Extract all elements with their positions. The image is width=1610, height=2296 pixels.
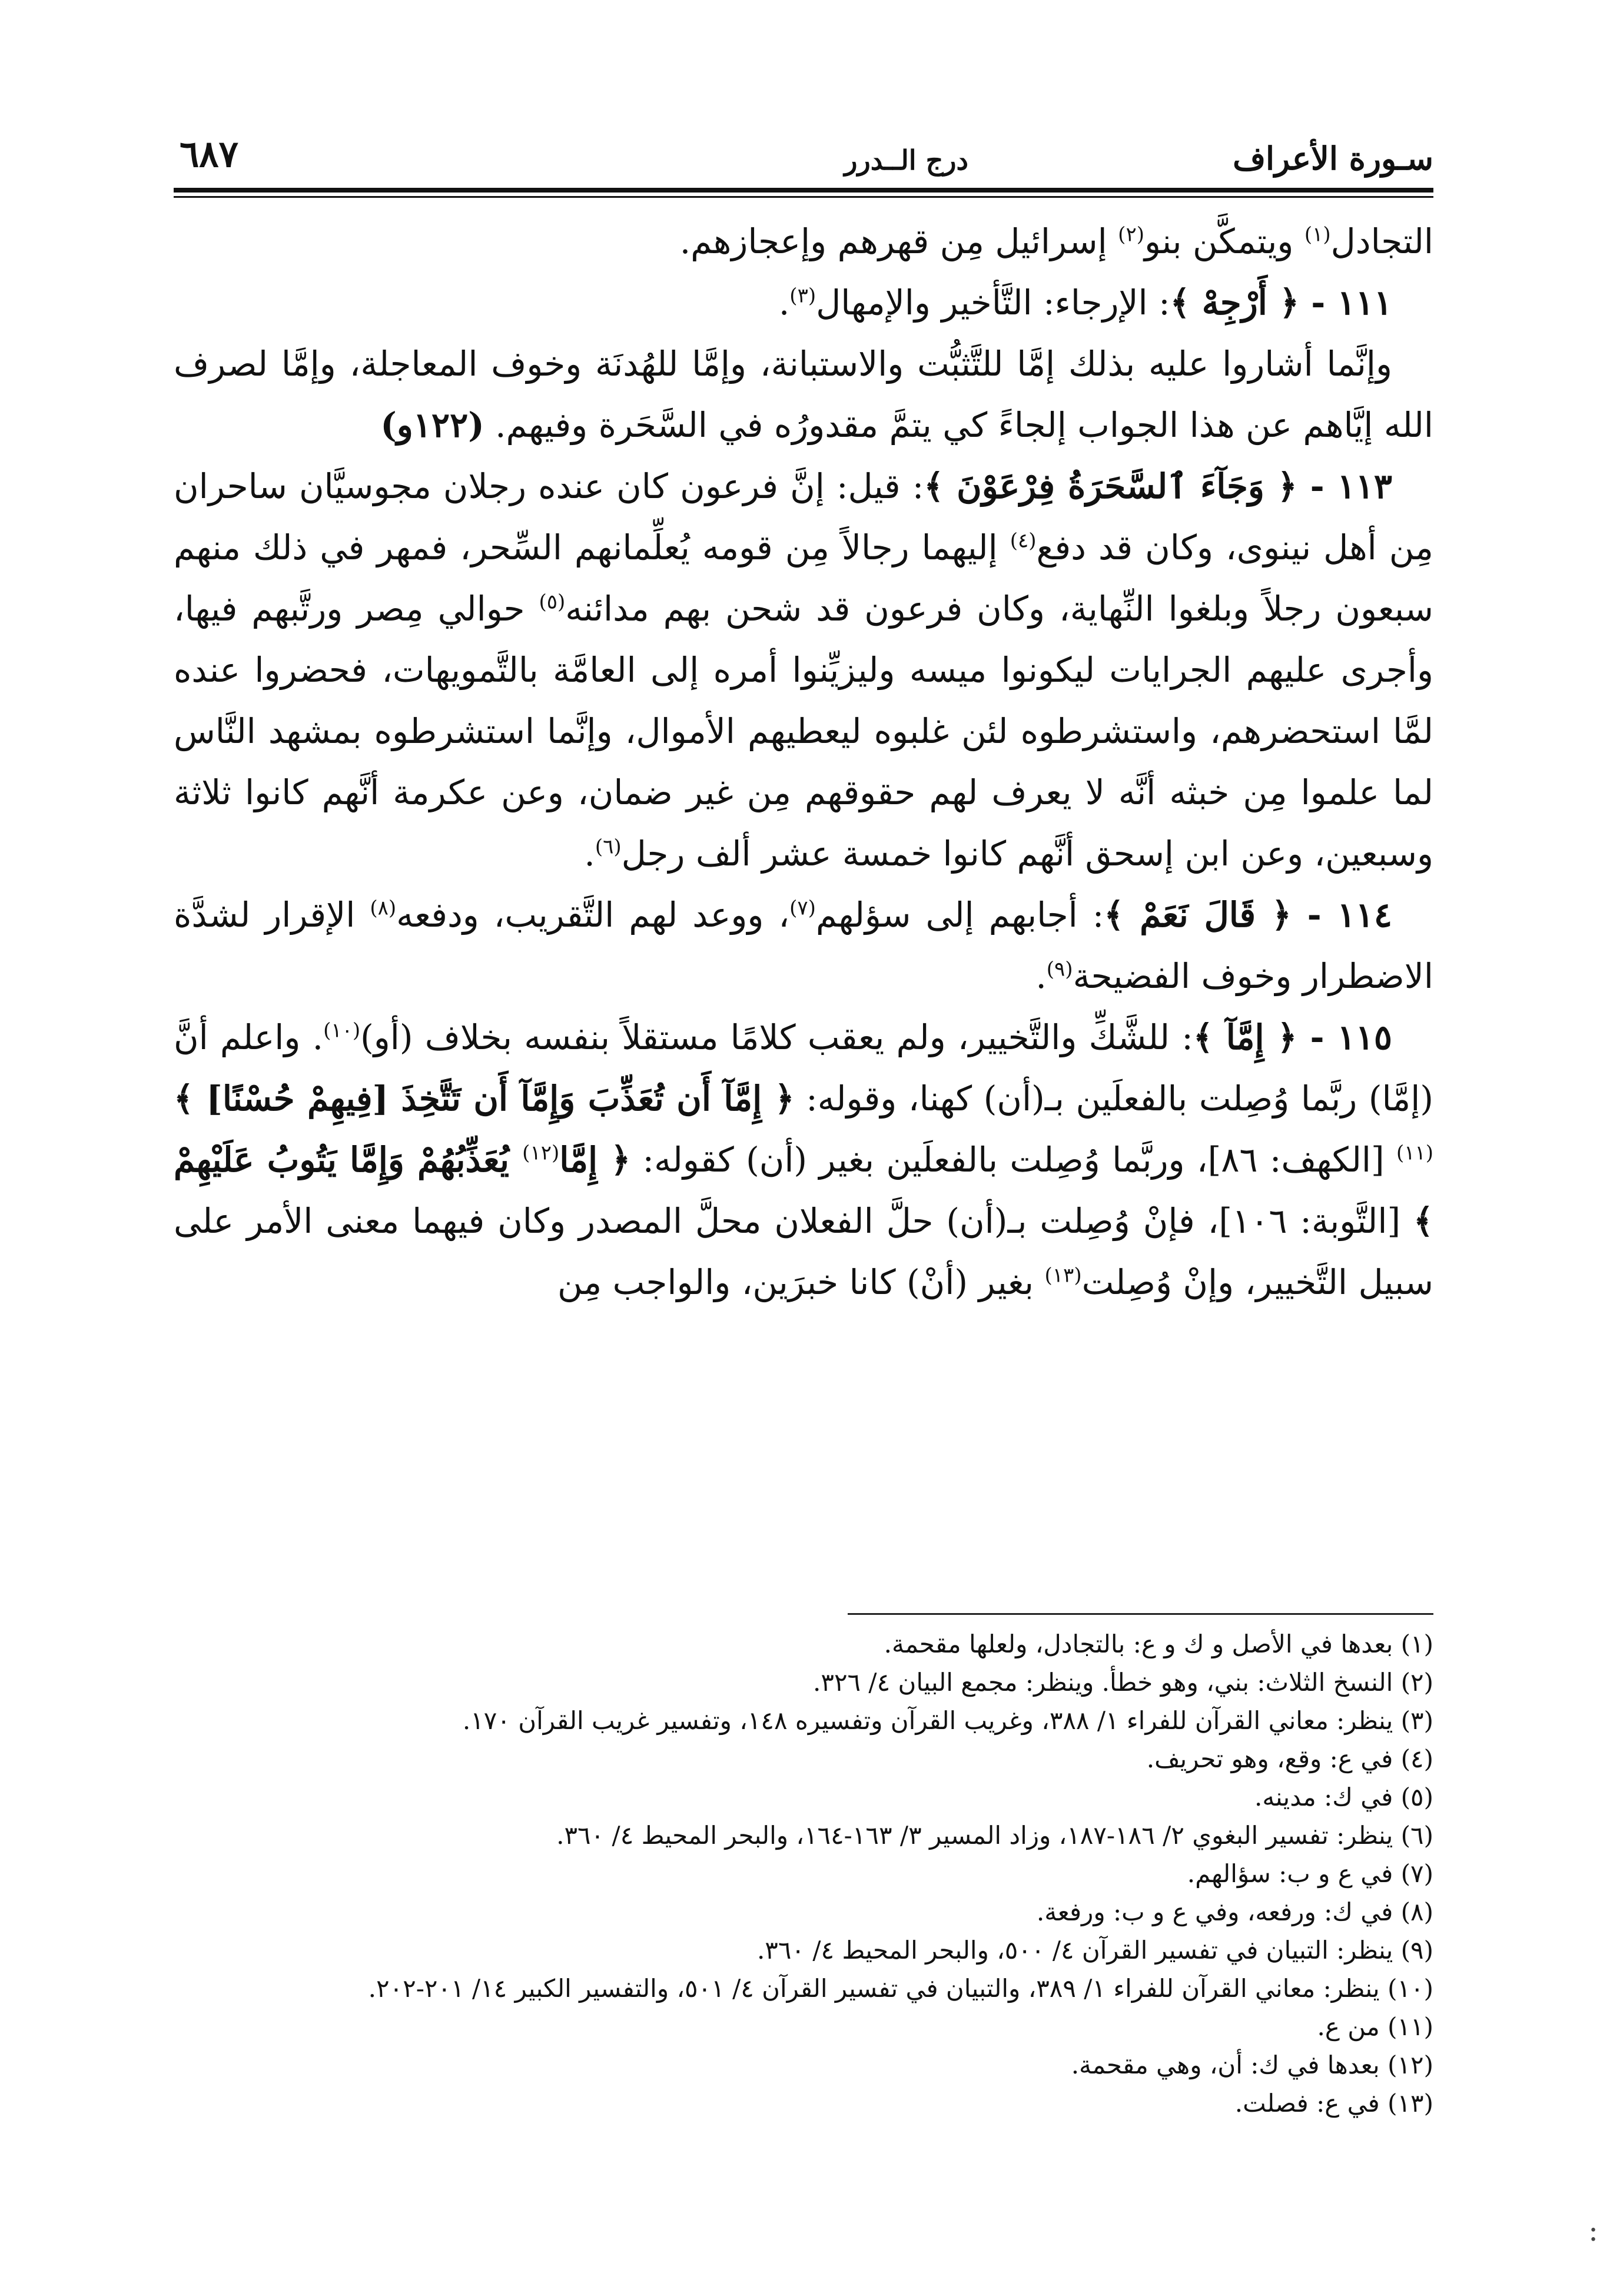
footnote-4: (٤) في ع: وقع، وهو تحريف. — [1146, 1744, 1433, 1773]
footnote-ref[interactable]: (٧) — [789, 896, 816, 920]
quran-quote: ﴿ إِمَّا — [559, 1140, 631, 1180]
text-span: الإقرار لشدَّة الاضطرار وخوف الفضيحة — [174, 895, 1433, 996]
text-span: . — [1035, 956, 1047, 996]
text-span: . واعلم أنَّ (إمَّا) ربَّما وُصِلت بالفعلَين بـ(أن) كهنا، وقوله: — [174, 1017, 1433, 1119]
text-span: ويتمكَّن بنو — [1144, 221, 1304, 261]
paragraph-1 — [174, 211, 1433, 272]
header-rule-thin — [174, 196, 1433, 198]
running-header — [174, 132, 1433, 185]
quran-quote: ﴿ قَالَ نَعَمْ ﴾ — [1104, 895, 1292, 935]
scan-margin-mark: : — [1588, 2214, 1598, 2248]
footnote-12: (١٢) بعدها في ك: أن، وهي مقحمة. — [1071, 2051, 1433, 2079]
quran-quote: يُعَذِّبُهُمْ وَإِمَّا يَتُوبُ عَلَيْهِمْ ﴾ — [174, 1140, 1434, 1241]
quran-quote: ﴿ إِمَّآ ﴾ — [1193, 1017, 1297, 1057]
ayah-number: ١١٥ - — [1297, 1017, 1392, 1057]
text-span: : قيل: إنَّ فرعون كان عنده رجلان مجوسيَّان ساحران مِن أهل نينوى، وكان قد دفع — [174, 466, 1433, 568]
main-text — [174, 211, 1433, 1313]
footnote-ref[interactable]: (٢) — [1118, 223, 1144, 247]
footnote-ref[interactable]: (٥) — [539, 590, 566, 614]
footnote-7: (٧) في ع و ب: سؤالهم. — [1187, 1859, 1433, 1888]
text-span: : الإرجاء: التَّأخير والإمهال — [816, 283, 1170, 323]
footnote-6: (٦) ينظر: تفسير البغوي ٢/ ١٨٦-١٨٧، وزاد المسير ٣/ ١٦٣-١٦٤، والبحر المحيط ٤/ ٣٦٠. — [556, 1821, 1433, 1850]
text-span: التجادل — [1330, 221, 1433, 261]
ayah-number: ١١٣ - — [1297, 466, 1392, 506]
text-span: بغير (أنْ) كانا خبرَين، والواجب مِن — [557, 1262, 1045, 1302]
footnote-ref[interactable]: (١١) — [1396, 1141, 1434, 1165]
book-title: درج الــدرر — [844, 144, 968, 176]
text-span: . — [584, 834, 595, 874]
text-span: إسرائيل مِن قهرهم وإعجازهم. — [679, 221, 1118, 261]
footnotes — [174, 1625, 1433, 2122]
footnote-ref[interactable]: (١٠) — [323, 1018, 361, 1043]
text-span: : للشَّكِّ والتَّخيير، ولم يعقب كلامًا مستقلاً بنفسه بخلاف (أو) — [360, 1017, 1193, 1057]
paragraph-ayah-113 — [174, 456, 1433, 884]
text-span: إليهما رجالاً مِن قومه يُعلِّمانهم السِّحر، فمهر في ذلك منهم سبعون رجلاً وبلغوا النِّهاية، وكان فرعون قد شحن بهم مدائنه — [174, 527, 1433, 629]
paragraph-ayah-114 — [174, 884, 1433, 1007]
footnote-2: (٢) النسخ الثلاث: بني، وهو خطأ. وينظر: مجمع البيان ٤/ ٣٢٦. — [813, 1668, 1433, 1697]
footnote-ref[interactable]: (٨) — [370, 896, 397, 920]
manuscript-folio-tag: (١٢٢و) — [380, 405, 484, 445]
quran-quote: ﴿ إِمَّآ أَن تُعَذِّبَ وَإِمَّآ أَن تَتَّخِذَ [فِيهِمْ حُسْنًا] ﴾ — [174, 1079, 795, 1119]
page — [174, 132, 1434, 2118]
text-span: [الكهف: ٨٦]، وربَّما وُصِلت بالفعلَين بغير (أن) كقوله: — [630, 1140, 1396, 1180]
ayah-number: ١١١ - — [1299, 283, 1392, 323]
surah-title: سـورة الأعراف — [1233, 140, 1433, 177]
footnote-3: (٣) ينظر: معاني القرآن للفراء ١/ ٣٨٨، وغريب القرآن وتفسيره ١٤٨، وتفسير غريب القرآن ١٧٠. — [462, 1706, 1433, 1735]
footnote-13: (١٣) في ع: فصلت. — [1234, 2089, 1433, 2118]
footnote-9: (٩) ينظر: التبيان في تفسير القرآن ٤/ ٥٠٠، والبحر المحيط ٤/ ٣٦٠. — [756, 1936, 1433, 1965]
footnote-ref[interactable]: (١٢) — [522, 1141, 560, 1165]
header-rule-thick — [174, 188, 1433, 193]
paragraph-ayah-115 — [174, 1007, 1433, 1313]
footnote-separator — [848, 1613, 1433, 1615]
page-number: ٦٨٧ — [180, 132, 238, 175]
text-span: ، ووعد لهم التَّقريب، ودفعه — [396, 895, 790, 935]
quran-quote: ﴿ وَجَآءَ ٱلسَّحَرَةُ فِرْعَوْنَ ﴾ — [924, 466, 1297, 506]
footnote-ref[interactable]: (١) — [1304, 223, 1331, 247]
footnote-5: (٥) في ك: مدينه. — [1254, 1783, 1433, 1811]
footnote-ref[interactable]: (٦) — [595, 835, 622, 859]
footnote-10: (١٠) ينظر: معاني القرآن للفراء ١/ ٣٨٩، والتبيان في تفسير القرآن ٤/ ٥٠١، والتفسير الكبير ١٤/ ٢٠١-٢٠٢. — [368, 1974, 1433, 2003]
text-span: [التَّوبة: ١٠٦]، فإنْ وُصِلت بـ(أن) حلَّ الفعلان محلَّ المصدر وكان فيهما معنى الأمر على سبيل التَّخيير، وإنْ وُصِلت — [174, 1201, 1433, 1302]
footnote-11: (١١) من ع. — [1317, 2012, 1433, 2041]
paragraph-3 — [174, 333, 1433, 456]
footnote-ref[interactable]: (٣) — [789, 284, 816, 308]
footnote-ref[interactable]: (٤) — [1010, 529, 1037, 553]
footnote-8: (٨) في ك: ورفعه، وفي ع و ب: ورفعة. — [1036, 1897, 1433, 1926]
ayah-number: ١١٤ - — [1291, 895, 1392, 935]
footnote-ref[interactable]: (٩) — [1046, 957, 1073, 981]
text-span: . — [778, 283, 790, 323]
quran-quote: ﴿ أَرْجِهْ ﴾ — [1170, 283, 1300, 323]
text-span: وإنَّما أشاروا عليه بذلك إمَّا للتَّثبُّت والاستبانة، وإمَّا للهُدنَة وخوف المعاجلة، وإمَّا لصرف الله إيَّاهم عن هذا الجواب إلجاءً كي يتمَّ مقدورُه في السَّحَرة وفيهم. — [174, 344, 1433, 445]
footnote-1: (١) بعدها في الأصل و ك و ع: بالتجادل، ولعلها مقحمة. — [884, 1630, 1433, 1658]
footnote-ref[interactable]: (١٣) — [1044, 1263, 1082, 1288]
text-span: حوالي مِصر ورتَّبهم فيها، وأجرى عليهم الجرايات ليكونوا ميسه وليزيِّنوا أمره إلى العامَّة بالتَّمويهات، فحضروا عنده لمَّا استحضرهم، واستشرطوه لئن غلبوه ليعطيهم الأموال، وإنَّما استشرطوه بمشهد النَّاس لما علموا مِن خبثه أنَّه لا يعرف لهم حقوقهم مِن غير ضمان، وعن عكرمة أنَّهم كانوا ثلاثة وسبعين، وعن ابن إسحق أنَّهم كانوا خمسة عشر ألف رجل — [174, 589, 1433, 874]
paragraph-ayah-111 — [174, 272, 1433, 333]
text-span: : أجابهم إلى سؤلهم — [815, 895, 1104, 935]
